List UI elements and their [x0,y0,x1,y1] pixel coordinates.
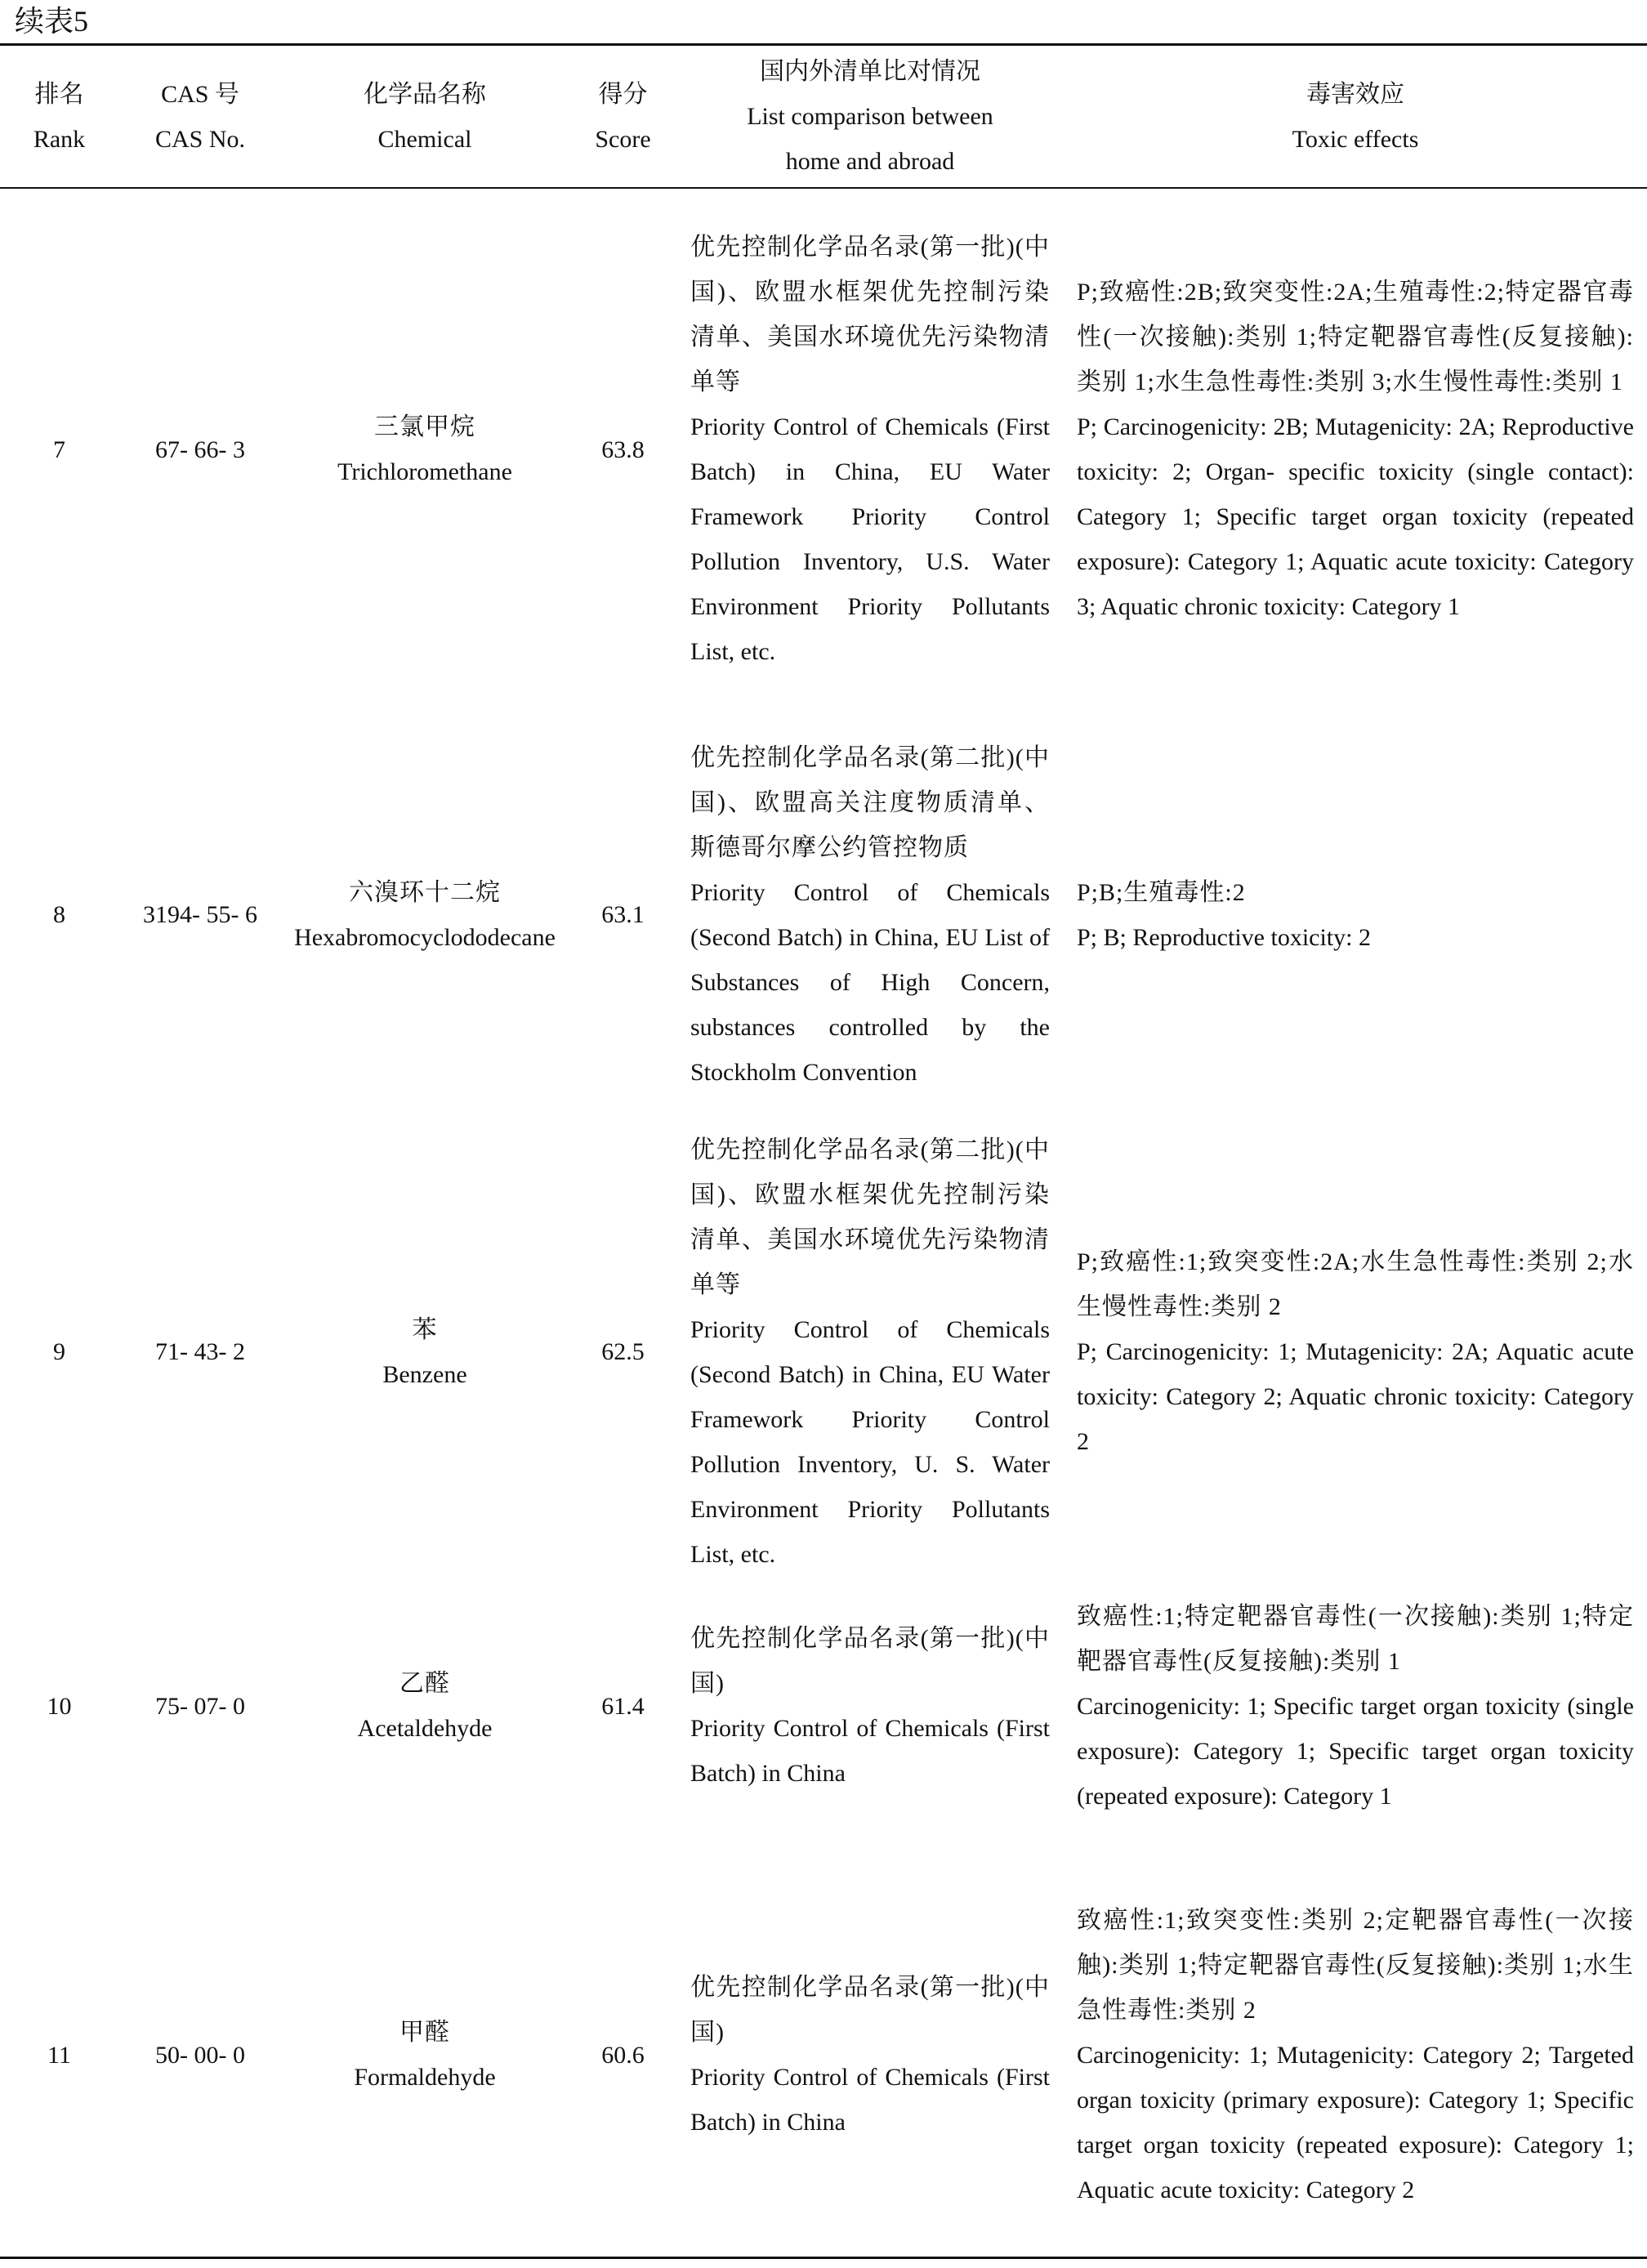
header-rank-en: Rank [33,125,86,153]
header-list-zh: 国内外清单比对情况 [760,58,980,85]
header-cas [102,46,298,187]
chemical-name-en: Benzene [382,1360,467,1388]
header-toxic-effects [1077,46,1634,187]
header-score [572,46,674,187]
chemical-name-en: Hexabromocyclododecane [294,923,556,951]
toxic-cell [1077,1588,1634,1824]
toxic-text-en: Carcinogenicity: 1; Specific target organ toxicity (single exposure): Category 1; Specific target organ toxicity (repeated exposure): Category 1 [1077,1692,1634,1810]
score-value: 60.6 [601,2041,645,2069]
score-cell [572,734,674,1096]
rank-cell [16,214,102,685]
list-text-zh: 优先控制化学品名录(第二批)(中国)、欧盟水框架优先控制污染清单、美国水环境优先污染物清单等 [690,1136,1050,1298]
chemical-cell [282,1126,568,1578]
chemical-name-zh: 三氯甲烷 [374,413,475,440]
score-cell [572,1588,674,1824]
cas-value: 3194- 55- 6 [143,901,257,928]
chemical-cell [282,214,568,685]
score-value: 63.1 [601,901,645,928]
bottom-rule [0,2257,1647,2259]
toxic-cell [1077,1875,1634,2235]
cas-cell [102,1875,298,2235]
score-cell [572,214,674,685]
cas-cell [102,1126,298,1578]
chemical-name-zh: 乙醛 [399,1670,450,1697]
list-cell [690,1588,1050,1824]
header-chemical-zh: 化学品名称 [364,80,486,108]
table-row [0,1126,1647,1578]
list-text-zh: 优先控制化学品名录(第二批)(中国)、欧盟高关注度物质清单、斯德哥尔摩公约管控物质 [690,743,1050,861]
chemical-cell [282,734,568,1096]
rank-cell [16,1126,102,1578]
table-caption: 续表5 [15,5,89,38]
header-score-en: Score [595,125,651,153]
rank-cell [16,1588,102,1824]
list-text-en: Priority Control of Chemicals (First Batch) in China [690,1715,1050,1787]
toxic-cell [1077,1126,1634,1578]
rank-value: 10 [47,1692,72,1720]
score-value: 63.8 [601,435,645,463]
toxic-text-en: P; B; Reproductive toxicity: 2 [1077,923,1371,951]
rank-cell [16,734,102,1096]
header-cas-zh: CAS 号 [161,80,239,108]
chemical-cell [282,1588,568,1824]
list-cell [690,1875,1050,2235]
chemical-name-en: Acetaldehyde [357,1715,493,1742]
cas-value: 71- 43- 2 [155,1338,245,1365]
toxic-text-zh: 致癌性:1;致突变性:类别 2;定靶器官毒性(一次接触):类别 1;特定靶器官毒性(反复接触):类别 1;水生急性毒性:类别 2 [1077,1906,1634,2024]
cas-cell [102,734,298,1096]
cas-cell [102,1588,298,1824]
score-value: 61.4 [601,1692,645,1720]
toxic-text-zh: 致癌性:1;特定靶器官毒性(一次接触):类别 1;特定靶器官毒性(反复接触):类别 1 [1077,1602,1634,1675]
list-cell [690,734,1050,1096]
toxic-text-zh: P;致癌性:1;致突变性:2A;水生急性毒性:类别 2;水生慢性毒性:类别 2 [1077,1248,1634,1320]
cas-value: 50- 00- 0 [155,2041,245,2069]
cas-cell [102,214,298,685]
toxic-text-en: P; Carcinogenicity: 2B; Mutagenicity: 2A; Reproductive toxicity: 2; Organ- specific toxicity (single contact): Category 1; Specific target organ toxicity (repeated exposure): Category 1; Aquatic acute toxicity: Category 3; Aquatic chronic toxicity: Category 1 [1077,413,1634,620]
list-text-zh: 优先控制化学品名录(第一批)(中国)、欧盟水框架优先控制污染清单、美国水环境优先污染物清单等 [690,234,1050,395]
header-list-comparison [690,46,1050,187]
list-text-zh: 优先控制化学品名录(第一批)(中国) [690,1625,1050,1697]
header-list-en-1: List comparison between [747,103,993,130]
cas-value: 67- 66- 3 [155,435,245,463]
toxic-text-zh: P;B;生殖毒性:2 [1077,878,1246,906]
toxic-text-en: Carcinogenicity: 1; Mutagenicity: Category 2; Targeted organ toxicity (primary exposure): Category 1; Specific target organ toxicity (repeated exposure): Category 1; Aquatic acute toxicity: Category 2 [1077,2041,1634,2203]
toxic-text-zh: P;致癌性:2B;致突变性:2A;生殖毒性:2;特定器官毒性(一次接触):类别 1;特定靶器官毒性(反复接触):类别 1;水生急性毒性:类别 3;水生慢性毒性:类别 1 [1077,279,1634,395]
chemical-name-zh: 六溴环十二烷 [349,878,501,906]
list-text-en: Priority Control of Chemicals (Second Batch) in China, EU List of Substances of High Concern, substances controlled by the Stockholm Convention [690,878,1050,1086]
toxic-text-en: P; Carcinogenicity: 1; Mutagenicity: 2A; Aquatic acute toxicity: Category 2; Aquatic chronic toxicity: Category 2 [1077,1338,1634,1455]
list-cell [690,1126,1050,1578]
header-toxic-zh: 毒害效应 [1306,80,1404,108]
list-text-en: Priority Control of Chemicals (First Batch) in China [690,2064,1050,2136]
rank-value: 9 [53,1338,65,1365]
rank-value: 11 [47,2041,71,2069]
header-chemical-en: Chemical [377,125,472,153]
table-row [0,214,1647,685]
score-cell [572,1126,674,1578]
header-toxic-en: Toxic effects [1292,125,1419,153]
table-row [0,1588,1647,1824]
header-rule [0,187,1647,189]
header-cas-en: CAS No. [154,125,246,153]
chemical-name-zh: 苯 [412,1315,438,1343]
list-text-zh: 优先控制化学品名录(第一批)(中国) [690,1974,1050,2046]
list-text-en: Priority Control of Chemicals (Second Batch) in China, EU Water Framework Priority Control Pollution Inventory, U. S. Water Environment Priority Pollutants List, etc. [690,1315,1050,1568]
table-row [0,734,1647,1096]
header-rank-zh: 排名 [34,80,84,108]
score-value: 62.5 [601,1338,645,1365]
rank-value: 7 [53,435,65,463]
header-list-en-2: home and abroad [785,148,955,175]
list-cell [690,214,1050,685]
score-cell [572,1875,674,2235]
header-chemical [282,46,568,187]
toxic-cell [1077,214,1634,685]
chemical-name-en: Trichloromethane [337,458,512,485]
chemical-name-en: Formaldehyde [354,2064,496,2091]
header-score-zh: 得分 [598,80,648,108]
list-text-en: Priority Control of Chemicals (First Batch) in China, EU Water Framework Priority Control Pollution Inventory, U.S. Water Environment Priority Pollutants List, etc. [690,413,1050,665]
toxic-cell [1077,734,1634,1096]
rank-cell [16,1875,102,2235]
chemical-name-zh: 甲醛 [399,2019,450,2046]
table-row [0,1875,1647,2235]
header-rank [16,46,102,187]
chemical-cell [282,1875,568,2235]
rank-value: 8 [53,901,65,928]
cas-value: 75- 07- 0 [155,1692,245,1720]
